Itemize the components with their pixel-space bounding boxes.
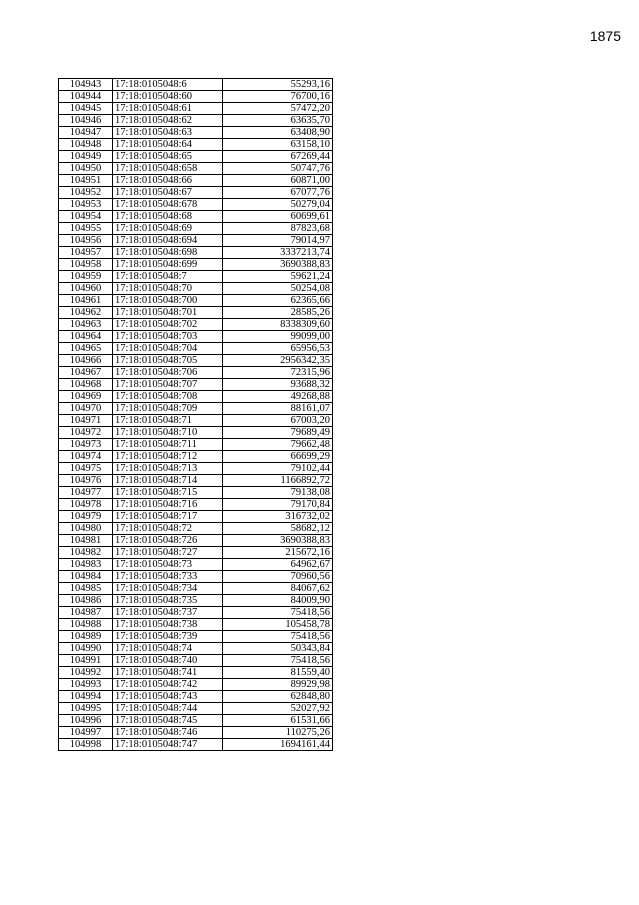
cadastral-number-cell: 17:18:0105048:63 xyxy=(113,127,223,139)
value-cell: 63408,90 xyxy=(223,127,333,139)
value-cell: 49268,88 xyxy=(223,391,333,403)
value-cell: 2956342,35 xyxy=(223,355,333,367)
value-cell: 81559,40 xyxy=(223,667,333,679)
row-number-cell: 104944 xyxy=(59,91,113,103)
cadastral-number-cell: 17:18:0105048:71 xyxy=(113,415,223,427)
value-cell: 79014,97 xyxy=(223,235,333,247)
value-cell: 89929,98 xyxy=(223,679,333,691)
value-cell: 3337213,74 xyxy=(223,247,333,259)
table-row xyxy=(59,475,333,487)
row-number-cell: 104978 xyxy=(59,499,113,511)
table-row xyxy=(59,307,333,319)
row-number-cell: 104995 xyxy=(59,703,113,715)
table-row xyxy=(59,283,333,295)
row-number-cell: 104984 xyxy=(59,571,113,583)
cadastral-number-cell: 17:18:0105048:715 xyxy=(113,487,223,499)
value-cell: 60871,00 xyxy=(223,175,333,187)
value-cell: 70960,56 xyxy=(223,571,333,583)
cadastral-number-cell: 17:18:0105048:743 xyxy=(113,691,223,703)
value-cell: 63158,10 xyxy=(223,139,333,151)
value-cell: 79102,44 xyxy=(223,463,333,475)
cadastral-number-cell: 17:18:0105048:706 xyxy=(113,367,223,379)
cadastral-number-cell: 17:18:0105048:72 xyxy=(113,523,223,535)
table-row xyxy=(59,535,333,547)
table-row xyxy=(59,103,333,115)
cadastral-number-cell: 17:18:0105048:705 xyxy=(113,355,223,367)
row-number-cell: 104970 xyxy=(59,403,113,415)
value-cell: 8338309,60 xyxy=(223,319,333,331)
page-number: 1875 xyxy=(589,28,621,44)
cadastral-number-cell: 17:18:0105048:708 xyxy=(113,391,223,403)
row-number-cell: 104973 xyxy=(59,439,113,451)
table-row xyxy=(59,499,333,511)
table-row xyxy=(59,259,333,271)
row-number-cell: 104958 xyxy=(59,259,113,271)
row-number-cell: 104951 xyxy=(59,175,113,187)
cadastral-number-cell: 17:18:0105048:741 xyxy=(113,667,223,679)
table-row xyxy=(59,619,333,631)
row-number-cell: 104987 xyxy=(59,607,113,619)
table-row xyxy=(59,331,333,343)
value-cell: 76700,16 xyxy=(223,91,333,103)
row-number-cell: 104960 xyxy=(59,283,113,295)
row-number-cell: 104992 xyxy=(59,667,113,679)
table-row xyxy=(59,355,333,367)
table-row xyxy=(59,379,333,391)
table-row xyxy=(59,631,333,643)
row-number-cell: 104961 xyxy=(59,295,113,307)
row-number-cell: 104967 xyxy=(59,367,113,379)
cadastral-number-cell: 17:18:0105048:702 xyxy=(113,319,223,331)
table-row xyxy=(59,427,333,439)
value-cell: 61531,66 xyxy=(223,715,333,727)
row-number-cell: 104963 xyxy=(59,319,113,331)
value-cell: 84009,90 xyxy=(223,595,333,607)
value-cell: 62365,66 xyxy=(223,295,333,307)
table-row xyxy=(59,571,333,583)
table-body xyxy=(59,79,333,751)
cadastral-number-cell: 17:18:0105048:703 xyxy=(113,331,223,343)
cadastral-number-cell: 17:18:0105048:742 xyxy=(113,679,223,691)
table-row xyxy=(59,487,333,499)
row-number-cell: 104982 xyxy=(59,547,113,559)
value-cell: 50747,76 xyxy=(223,163,333,175)
row-number-cell: 104994 xyxy=(59,691,113,703)
row-number-cell: 104993 xyxy=(59,679,113,691)
row-number-cell: 104977 xyxy=(59,487,113,499)
cadastral-number-cell: 17:18:0105048:740 xyxy=(113,655,223,667)
row-number-cell: 104969 xyxy=(59,391,113,403)
cadastral-number-cell: 17:18:0105048:74 xyxy=(113,643,223,655)
table-row xyxy=(59,295,333,307)
cadastral-number-cell: 17:18:0105048:717 xyxy=(113,511,223,523)
table-row xyxy=(59,211,333,223)
row-number-cell: 104945 xyxy=(59,103,113,115)
value-cell: 88161,07 xyxy=(223,403,333,415)
value-cell: 87823,68 xyxy=(223,223,333,235)
cadastral-number-cell: 17:18:0105048:62 xyxy=(113,115,223,127)
cadastral-number-cell: 17:18:0105048:713 xyxy=(113,463,223,475)
row-number-cell: 104985 xyxy=(59,583,113,595)
table-row xyxy=(59,319,333,331)
value-cell: 67077,76 xyxy=(223,187,333,199)
value-cell: 58682,12 xyxy=(223,523,333,535)
row-number-cell: 104950 xyxy=(59,163,113,175)
value-cell: 79689,49 xyxy=(223,427,333,439)
cadastral-number-cell: 17:18:0105048:707 xyxy=(113,379,223,391)
table-row xyxy=(59,583,333,595)
cadastral-number-cell: 17:18:0105048:64 xyxy=(113,139,223,151)
value-cell: 215672,16 xyxy=(223,547,333,559)
cadastral-number-cell: 17:18:0105048:704 xyxy=(113,343,223,355)
row-number-cell: 104949 xyxy=(59,151,113,163)
value-cell: 67003,20 xyxy=(223,415,333,427)
row-number-cell: 104974 xyxy=(59,451,113,463)
cadastral-number-cell: 17:18:0105048:66 xyxy=(113,175,223,187)
cadastral-value-table xyxy=(58,78,333,751)
cadastral-number-cell: 17:18:0105048:700 xyxy=(113,295,223,307)
cadastral-number-cell: 17:18:0105048:698 xyxy=(113,247,223,259)
cadastral-number-cell: 17:18:0105048:69 xyxy=(113,223,223,235)
value-cell: 50279,04 xyxy=(223,199,333,211)
value-cell: 93688,32 xyxy=(223,379,333,391)
value-cell: 110275,26 xyxy=(223,727,333,739)
table-row xyxy=(59,403,333,415)
cadastral-number-cell: 17:18:0105048:735 xyxy=(113,595,223,607)
table-row xyxy=(59,643,333,655)
row-number-cell: 104989 xyxy=(59,631,113,643)
cadastral-number-cell: 17:18:0105048:73 xyxy=(113,559,223,571)
table-row xyxy=(59,199,333,211)
cadastral-number-cell: 17:18:0105048:7 xyxy=(113,271,223,283)
value-cell: 1166892,72 xyxy=(223,475,333,487)
table-row xyxy=(59,163,333,175)
cadastral-number-cell: 17:18:0105048:744 xyxy=(113,703,223,715)
value-cell: 66699,29 xyxy=(223,451,333,463)
row-number-cell: 104976 xyxy=(59,475,113,487)
row-number-cell: 104972 xyxy=(59,427,113,439)
table-row xyxy=(59,271,333,283)
cadastral-number-cell: 17:18:0105048:701 xyxy=(113,307,223,319)
row-number-cell: 104981 xyxy=(59,535,113,547)
cadastral-number-cell: 17:18:0105048:737 xyxy=(113,607,223,619)
row-number-cell: 104968 xyxy=(59,379,113,391)
row-number-cell: 104948 xyxy=(59,139,113,151)
cadastral-number-cell: 17:18:0105048:746 xyxy=(113,727,223,739)
table-row xyxy=(59,463,333,475)
table-row xyxy=(59,223,333,235)
table-row xyxy=(59,727,333,739)
cadastral-number-cell: 17:18:0105048:739 xyxy=(113,631,223,643)
table-row xyxy=(59,595,333,607)
value-cell: 52027,92 xyxy=(223,703,333,715)
cadastral-number-cell: 17:18:0105048:712 xyxy=(113,451,223,463)
row-number-cell: 104988 xyxy=(59,619,113,631)
table-row xyxy=(59,367,333,379)
value-cell: 3690388,83 xyxy=(223,535,333,547)
table-row xyxy=(59,79,333,91)
row-number-cell: 104957 xyxy=(59,247,113,259)
table-row xyxy=(59,451,333,463)
row-number-cell: 104956 xyxy=(59,235,113,247)
cadastral-number-cell: 17:18:0105048:694 xyxy=(113,235,223,247)
value-cell: 75418,56 xyxy=(223,607,333,619)
table-row xyxy=(59,523,333,535)
cadastral-number-cell: 17:18:0105048:711 xyxy=(113,439,223,451)
value-cell: 62848,80 xyxy=(223,691,333,703)
row-number-cell: 104990 xyxy=(59,643,113,655)
row-number-cell: 104966 xyxy=(59,355,113,367)
cadastral-number-cell: 17:18:0105048:726 xyxy=(113,535,223,547)
row-number-cell: 104947 xyxy=(59,127,113,139)
cadastral-number-cell: 17:18:0105048:747 xyxy=(113,739,223,751)
value-cell: 50343,84 xyxy=(223,643,333,655)
cadastral-number-cell: 17:18:0105048:65 xyxy=(113,151,223,163)
table-row xyxy=(59,175,333,187)
table-row xyxy=(59,559,333,571)
row-number-cell: 104955 xyxy=(59,223,113,235)
cadastral-number-cell: 17:18:0105048:745 xyxy=(113,715,223,727)
table-row xyxy=(59,391,333,403)
table-row xyxy=(59,151,333,163)
table-row xyxy=(59,715,333,727)
value-cell: 79662,48 xyxy=(223,439,333,451)
table-row xyxy=(59,115,333,127)
row-number-cell: 104965 xyxy=(59,343,113,355)
value-cell: 79138,08 xyxy=(223,487,333,499)
row-number-cell: 104954 xyxy=(59,211,113,223)
row-number-cell: 104971 xyxy=(59,415,113,427)
row-number-cell: 104975 xyxy=(59,463,113,475)
value-cell: 57472,20 xyxy=(223,103,333,115)
table-row xyxy=(59,739,333,751)
row-number-cell: 104991 xyxy=(59,655,113,667)
value-cell: 75418,56 xyxy=(223,631,333,643)
value-cell: 28585,26 xyxy=(223,307,333,319)
value-cell: 3690388,83 xyxy=(223,259,333,271)
row-number-cell: 104997 xyxy=(59,727,113,739)
table-row xyxy=(59,511,333,523)
table-row xyxy=(59,91,333,103)
cadastral-number-cell: 17:18:0105048:68 xyxy=(113,211,223,223)
cadastral-number-cell: 17:18:0105048:60 xyxy=(113,91,223,103)
value-cell: 105458,78 xyxy=(223,619,333,631)
table-row xyxy=(59,415,333,427)
table-row xyxy=(59,235,333,247)
value-cell: 65956,53 xyxy=(223,343,333,355)
value-cell: 84067,62 xyxy=(223,583,333,595)
cadastral-number-cell: 17:18:0105048:733 xyxy=(113,571,223,583)
value-cell: 50254,08 xyxy=(223,283,333,295)
value-cell: 1694161,44 xyxy=(223,739,333,751)
row-number-cell: 104943 xyxy=(59,79,113,91)
table-row xyxy=(59,439,333,451)
cadastral-number-cell: 17:18:0105048:709 xyxy=(113,403,223,415)
cadastral-number-cell: 17:18:0105048:658 xyxy=(113,163,223,175)
table-row xyxy=(59,703,333,715)
cadastral-number-cell: 17:18:0105048:6 xyxy=(113,79,223,91)
cadastral-number-cell: 17:18:0105048:67 xyxy=(113,187,223,199)
row-number-cell: 104952 xyxy=(59,187,113,199)
cadastral-number-cell: 17:18:0105048:727 xyxy=(113,547,223,559)
table-row xyxy=(59,127,333,139)
row-number-cell: 104979 xyxy=(59,511,113,523)
cadastral-number-cell: 17:18:0105048:699 xyxy=(113,259,223,271)
value-cell: 63635,70 xyxy=(223,115,333,127)
value-cell: 79170,84 xyxy=(223,499,333,511)
cadastral-number-cell: 17:18:0105048:714 xyxy=(113,475,223,487)
table-row xyxy=(59,691,333,703)
row-number-cell: 104959 xyxy=(59,271,113,283)
value-cell: 316732,02 xyxy=(223,511,333,523)
row-number-cell: 104998 xyxy=(59,739,113,751)
cadastral-number-cell: 17:18:0105048:61 xyxy=(113,103,223,115)
table-row xyxy=(59,655,333,667)
value-cell: 99099,00 xyxy=(223,331,333,343)
cadastral-number-cell: 17:18:0105048:738 xyxy=(113,619,223,631)
row-number-cell: 104964 xyxy=(59,331,113,343)
table-row xyxy=(59,187,333,199)
cadastral-number-cell: 17:18:0105048:734 xyxy=(113,583,223,595)
table-row xyxy=(59,343,333,355)
row-number-cell: 104996 xyxy=(59,715,113,727)
value-cell: 64962,67 xyxy=(223,559,333,571)
value-cell: 75418,56 xyxy=(223,655,333,667)
row-number-cell: 104953 xyxy=(59,199,113,211)
value-cell: 67269,44 xyxy=(223,151,333,163)
row-number-cell: 104986 xyxy=(59,595,113,607)
table-row xyxy=(59,547,333,559)
table-row xyxy=(59,679,333,691)
cadastral-number-cell: 17:18:0105048:710 xyxy=(113,427,223,439)
table-row xyxy=(59,667,333,679)
table-row xyxy=(59,247,333,259)
cadastral-number-cell: 17:18:0105048:678 xyxy=(113,199,223,211)
value-cell: 72315,96 xyxy=(223,367,333,379)
table-row xyxy=(59,607,333,619)
row-number-cell: 104980 xyxy=(59,523,113,535)
value-cell: 59621,24 xyxy=(223,271,333,283)
value-cell: 60699,61 xyxy=(223,211,333,223)
row-number-cell: 104946 xyxy=(59,115,113,127)
row-number-cell: 104962 xyxy=(59,307,113,319)
table-row xyxy=(59,139,333,151)
value-cell: 55293,16 xyxy=(223,79,333,91)
cadastral-number-cell: 17:18:0105048:716 xyxy=(113,499,223,511)
cadastral-number-cell: 17:18:0105048:70 xyxy=(113,283,223,295)
row-number-cell: 104983 xyxy=(59,559,113,571)
